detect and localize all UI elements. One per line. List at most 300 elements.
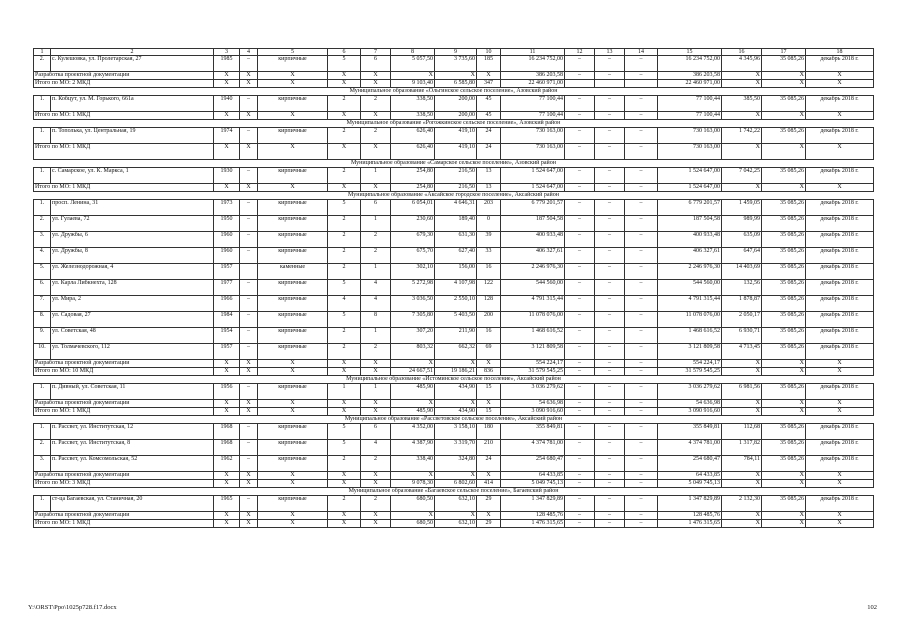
table-cell: Х <box>806 368 874 376</box>
table-cell: 4 374 781,00 <box>501 440 565 456</box>
table-cell: Х <box>762 520 806 528</box>
table-cell: Х <box>214 112 240 120</box>
table-row <box>34 128 874 144</box>
table-cell: Х <box>361 112 391 120</box>
table-cell: Х <box>762 80 806 88</box>
table-cell: декабрь 2018 г. <box>806 264 874 280</box>
table-cell: – <box>565 144 595 160</box>
table-cell: 35 085,26 <box>762 496 806 512</box>
table-cell: 1 476 315,65 <box>658 520 722 528</box>
summary-label: Разработка проектной документации <box>34 472 214 480</box>
table-cell: 4 107,98 <box>435 280 477 296</box>
table-cell: п. Дивный, ул. Советская, 11 <box>51 384 214 400</box>
table-cell: 662,32 <box>435 344 477 360</box>
table-cell: – <box>565 520 595 528</box>
table-cell: 1. <box>34 424 51 440</box>
column-number: 13 <box>595 49 625 56</box>
table-cell: 2 <box>361 96 391 112</box>
table-cell: Х <box>328 144 361 160</box>
table-cell: 35 085,26 <box>762 344 806 360</box>
table-cell: 730 163,00 <box>501 128 565 144</box>
table-cell: – <box>625 384 658 400</box>
table-cell: 338,40 <box>391 456 435 472</box>
table-cell: ул. Дружбы, 6 <box>51 232 214 248</box>
table-cell: 216,50 <box>435 168 477 184</box>
table-cell: Х <box>391 400 435 408</box>
table-cell: – <box>625 280 658 296</box>
table-cell: Х <box>240 184 258 192</box>
table-cell: Х <box>477 472 501 480</box>
table-cell: Х <box>435 360 477 368</box>
table-row <box>34 384 874 400</box>
table-cell: кирпичные <box>258 344 328 360</box>
table-cell: 1968 <box>214 424 240 440</box>
table-cell: 35 085,26 <box>762 232 806 248</box>
summary-label: Итого по МО: 1 МКД <box>34 184 214 192</box>
table-cell: Х <box>806 520 874 528</box>
table-cell: Х <box>328 472 361 480</box>
table-cell: 1977 <box>214 280 240 296</box>
table-cell: – <box>595 400 625 408</box>
table-cell: декабрь 2018 г. <box>806 248 874 264</box>
table-cell: 627,40 <box>435 248 477 264</box>
table-cell: 6 <box>361 200 391 216</box>
table-cell: кирпичные <box>258 312 328 328</box>
table-cell: 9 103,40 <box>391 80 435 88</box>
table-cell: 16 <box>477 264 501 280</box>
table-cell: – <box>240 344 258 360</box>
summary-label: Итого по МО: 1 МКД <box>34 112 214 120</box>
table-cell: кирпичные <box>258 328 328 344</box>
table-cell <box>565 80 595 88</box>
municipality-heading-row <box>34 120 874 128</box>
table-cell: 11 078 076,00 <box>658 312 722 328</box>
table-cell: кирпичные <box>258 384 328 400</box>
table-cell: 200,00 <box>435 112 477 120</box>
table-cell: 1 <box>361 328 391 344</box>
table-cell: ст-ца Багаевская, ул. Станичная, 20 <box>51 496 214 512</box>
table-cell: 1 459,05 <box>722 200 762 216</box>
table-cell: – <box>240 128 258 144</box>
table-cell: 13 <box>477 184 501 192</box>
table-cell: 3. <box>34 232 51 248</box>
table-cell: 414 <box>477 480 501 488</box>
table-cell: 11 078 076,00 <box>501 312 565 328</box>
table-cell: 635,09 <box>722 232 762 248</box>
table-cell: 3 090 916,60 <box>658 408 722 416</box>
table-cell: 64 433,85 <box>658 472 722 480</box>
table-cell: Х <box>361 144 391 160</box>
table-cell: 77 100,44 <box>501 96 565 112</box>
table-cell: 3 036 279,62 <box>658 384 722 400</box>
table-cell: 64 433,85 <box>501 472 565 480</box>
table-cell: 35 085,26 <box>762 384 806 400</box>
table-cell: Х <box>806 184 874 192</box>
table-cell: Х <box>240 368 258 376</box>
table-cell: кирпичные <box>258 168 328 184</box>
table-cell: Х <box>214 408 240 416</box>
table-cell: п. Рассвет, ул. Институтская, 8 <box>51 440 214 456</box>
table-cell: 338,50 <box>391 112 435 120</box>
table-cell: – <box>595 280 625 296</box>
table-cell: – <box>565 480 595 488</box>
table-cell: 54 636,98 <box>658 400 722 408</box>
table-cell: 1966 <box>214 296 240 312</box>
table-cell: 1 476 315,65 <box>501 520 565 528</box>
table-cell: – <box>595 360 625 368</box>
table-cell: 35 085,26 <box>762 456 806 472</box>
table-cell: – <box>565 472 595 480</box>
table-cell: 485,90 <box>391 408 435 416</box>
column-number: 16 <box>722 49 762 56</box>
table-cell: 730 163,00 <box>658 144 722 160</box>
table-cell: – <box>625 184 658 192</box>
summary-label: Разработка проектной документации <box>34 400 214 408</box>
table-cell: 4 <box>361 440 391 456</box>
summary-row <box>34 512 874 520</box>
table-cell: 338,50 <box>391 96 435 112</box>
table-cell: – <box>625 360 658 368</box>
table-cell: Х <box>361 360 391 368</box>
table-cell: – <box>595 408 625 416</box>
table-cell: 1 347 829,89 <box>501 496 565 512</box>
table-cell: Х <box>806 72 874 80</box>
table-cell: 679,30 <box>391 232 435 248</box>
table-cell: – <box>240 456 258 472</box>
table-cell: кирпичные <box>258 200 328 216</box>
municipality-heading: Муниципальное образование «Истоминское сельское поселение», Аксайский район <box>34 376 874 384</box>
table-cell: кирпичные <box>258 96 328 112</box>
table-cell: Х <box>806 512 874 520</box>
table-cell: 5 403,50 <box>435 312 477 328</box>
table-cell: 3 735,60 <box>435 56 477 72</box>
table-cell <box>240 264 258 280</box>
table-cell: – <box>240 440 258 456</box>
table-cell: Х <box>240 400 258 408</box>
table-cell: Х <box>361 520 391 528</box>
table-cell: 22 460 971,00 <box>658 80 722 88</box>
table-cell: просп. Ленина, 31 <box>51 200 214 216</box>
table-cell: – <box>625 344 658 360</box>
table-cell: 544 560,00 <box>501 280 565 296</box>
table-cell: – <box>595 440 625 456</box>
table-cell: 180 <box>477 424 501 440</box>
table-cell: 69 <box>477 344 501 360</box>
table-cell: 2 <box>328 264 361 280</box>
table-cell: Х <box>258 360 328 368</box>
table-cell: 2 <box>361 128 391 144</box>
table-cell: 211,90 <box>435 328 477 344</box>
table-cell: 1968 <box>214 440 240 456</box>
table-cell: 386 203,58 <box>658 72 722 80</box>
table-cell: Х <box>762 360 806 368</box>
table-cell: ул. Карла Либкнехта, 128 <box>51 280 214 296</box>
table-cell: Х <box>722 408 762 416</box>
summary-label: Итого по МО: 3 МКД <box>34 480 214 488</box>
table-cell: – <box>595 480 625 488</box>
table-cell: – <box>595 296 625 312</box>
table-cell: – <box>240 280 258 296</box>
table-cell: ул. Толмачевского, 112 <box>51 344 214 360</box>
table-cell: 1957 <box>214 264 240 280</box>
table-cell: 6 779 201,57 <box>501 200 565 216</box>
table-cell: Х <box>258 112 328 120</box>
table-cell: 2 550,10 <box>435 296 477 312</box>
table-cell: – <box>625 400 658 408</box>
table-cell: Х <box>258 480 328 488</box>
table-cell: с. Кулешовка, ул. Пролетарская, 27 <box>51 56 214 72</box>
table-row <box>34 328 874 344</box>
table-cell: 128 485,76 <box>658 512 722 520</box>
table-cell: – <box>595 112 625 120</box>
table-cell: 434,90 <box>435 384 477 400</box>
table-cell: декабрь 2018 г. <box>806 496 874 512</box>
table-cell: декабрь 2018 г. <box>806 328 874 344</box>
table-cell: Х <box>258 400 328 408</box>
table-cell: – <box>595 520 625 528</box>
table-cell: – <box>595 232 625 248</box>
municipality-heading-row <box>34 376 874 384</box>
table-row <box>34 248 874 264</box>
table-cell: Х <box>328 512 361 520</box>
table-cell: Х <box>806 400 874 408</box>
table-cell: 156,00 <box>435 264 477 280</box>
table-cell: 2 <box>328 96 361 112</box>
table-cell: 3 121 809,58 <box>658 344 722 360</box>
table-cell: Х <box>391 512 435 520</box>
table-cell: – <box>595 264 625 280</box>
table-cell: 1940 <box>214 96 240 112</box>
table-cell: – <box>240 232 258 248</box>
summary-row <box>34 520 874 528</box>
table-cell: 307,20 <box>391 328 435 344</box>
table-cell: ул. Гулаева, 72 <box>51 216 214 232</box>
table-cell: – <box>565 168 595 184</box>
table-cell: Х <box>361 408 391 416</box>
table-cell: 187 504,58 <box>501 216 565 232</box>
table-cell: 1 <box>361 384 391 400</box>
municipality-heading-row <box>34 160 874 168</box>
table-cell: 2 <box>361 496 391 512</box>
table-cell: 989,99 <box>722 216 762 232</box>
table-cell: 6 930,71 <box>722 328 762 344</box>
table-cell: 6 779 201,57 <box>658 200 722 216</box>
table-cell: Х <box>328 400 361 408</box>
table-cell: – <box>625 56 658 72</box>
table-cell: 632,10 <box>435 496 477 512</box>
table-cell: Х <box>328 184 361 192</box>
table-cell: 5 <box>328 200 361 216</box>
table-row <box>34 344 874 360</box>
table-cell: – <box>625 296 658 312</box>
table-cell: 4 <box>361 280 391 296</box>
table-cell: 132,56 <box>722 280 762 296</box>
table-cell <box>595 80 625 88</box>
municipality-heading-row <box>34 88 874 96</box>
table-cell: – <box>565 264 595 280</box>
table-cell: Х <box>328 408 361 416</box>
table-cell: Х <box>762 184 806 192</box>
table-cell: 254,80 <box>391 168 435 184</box>
table-cell: декабрь 2018 г. <box>806 168 874 184</box>
table-cell: Х <box>722 472 762 480</box>
table-row <box>34 200 874 216</box>
table-cell: – <box>625 408 658 416</box>
table-cell: Х <box>328 480 361 488</box>
table-cell: 35 085,26 <box>762 96 806 112</box>
table-cell: 6 <box>361 424 391 440</box>
summary-row <box>34 184 874 192</box>
column-number: 7 <box>361 49 391 56</box>
table-cell: 1956 <box>214 384 240 400</box>
table-cell: Х <box>722 480 762 488</box>
table-row <box>34 56 874 72</box>
table-cell: – <box>595 312 625 328</box>
table-cell: – <box>565 280 595 296</box>
table-cell: 1985 <box>214 56 240 72</box>
table-cell: 10. <box>34 344 51 360</box>
table-cell: 2 <box>328 248 361 264</box>
table-row <box>34 312 874 328</box>
table-cell: 626,40 <box>391 128 435 144</box>
table-cell: кирпичные <box>258 296 328 312</box>
table-cell: – <box>565 424 595 440</box>
table-cell: – <box>565 296 595 312</box>
column-number: 4 <box>240 49 258 56</box>
table-cell: – <box>625 96 658 112</box>
table-cell: Х <box>258 72 328 80</box>
table-cell: 203 <box>477 200 501 216</box>
table-cell: 24 <box>477 128 501 144</box>
table-cell: декабрь 2018 г. <box>806 56 874 72</box>
table-cell: 1 317,82 <box>722 440 762 456</box>
table-cell: декабрь 2018 г. <box>806 296 874 312</box>
column-number: 12 <box>565 49 595 56</box>
table-cell: 554 224,17 <box>658 360 722 368</box>
table-cell: 680,50 <box>391 520 435 528</box>
table-cell: 6 802,60 <box>435 480 477 488</box>
municipality-heading: Муниципальное образование «Самарское сельское поселение», Азовский район <box>34 160 874 168</box>
table-cell: – <box>625 248 658 264</box>
table-cell: 3 036,50 <box>391 296 435 312</box>
table-cell: 24 <box>477 144 501 160</box>
table-cell: 2 <box>328 456 361 472</box>
table-cell: – <box>240 296 258 312</box>
table-cell: 35 085,26 <box>762 312 806 328</box>
table-cell: 2 <box>361 344 391 360</box>
table-cell: 1974 <box>214 128 240 144</box>
table-cell: – <box>565 72 595 80</box>
table-cell: 1965 <box>214 496 240 512</box>
table-cell: 2 <box>328 328 361 344</box>
table-cell: 45 <box>477 112 501 120</box>
table-cell: 185 <box>477 56 501 72</box>
table-cell: 1. <box>34 200 51 216</box>
table-cell: Х <box>361 512 391 520</box>
table-cell: с. Самарское, ул. К. Маркса, 1 <box>51 168 214 184</box>
table-cell: 16 234 752,00 <box>658 56 722 72</box>
table-cell: – <box>565 312 595 328</box>
table-cell: 2 <box>328 344 361 360</box>
table-cell: 24 <box>477 456 501 472</box>
table-cell: – <box>595 424 625 440</box>
municipality-heading: Муниципальное образование «Аксайское городское поселение», Аксайский район <box>34 192 874 200</box>
table-cell: – <box>565 232 595 248</box>
table-cell: – <box>595 472 625 480</box>
table-cell: Х <box>214 512 240 520</box>
table-cell: Х <box>328 520 361 528</box>
table-cell: 385,50 <box>722 96 762 112</box>
table-row <box>34 216 874 232</box>
table-cell: Х <box>361 472 391 480</box>
table-cell: Х <box>722 368 762 376</box>
table-cell: 5 049 745,13 <box>658 480 722 488</box>
table-cell: 35 085,26 <box>762 128 806 144</box>
document-page <box>33 48 873 528</box>
table-cell: – <box>625 440 658 456</box>
table-cell: – <box>595 144 625 160</box>
table-cell: 1 <box>328 384 361 400</box>
table-cell: – <box>625 496 658 512</box>
column-number-row <box>34 49 874 56</box>
column-number: 10 <box>477 49 501 56</box>
table-cell: – <box>565 360 595 368</box>
table-cell: 35 085,26 <box>762 296 806 312</box>
table-cell: 187 504,58 <box>658 216 722 232</box>
table-cell: 485,90 <box>391 384 435 400</box>
table-cell: – <box>565 408 595 416</box>
table-cell: 15 <box>477 408 501 416</box>
summary-label: Разработка проектной документации <box>34 512 214 520</box>
table-cell: Х <box>435 400 477 408</box>
table-cell: – <box>240 96 258 112</box>
table-cell: 4 791 315,44 <box>501 296 565 312</box>
table-cell: – <box>595 368 625 376</box>
table-cell: – <box>565 456 595 472</box>
table-cell: Х <box>762 472 806 480</box>
table-cell: 77 100,44 <box>658 96 722 112</box>
table-cell: – <box>625 232 658 248</box>
table-cell: 29 <box>477 520 501 528</box>
table-cell: 2 132,30 <box>722 496 762 512</box>
table-cell: 4. <box>34 248 51 264</box>
table-cell: Х <box>240 72 258 80</box>
table-cell: 2 246 976,30 <box>658 264 722 280</box>
column-number: 1 <box>34 49 51 56</box>
table-cell: Х <box>240 408 258 416</box>
table-cell: – <box>240 328 258 344</box>
table-cell: – <box>625 480 658 488</box>
table-cell: Х <box>214 480 240 488</box>
table-cell: – <box>595 200 625 216</box>
table-cell: Х <box>361 400 391 408</box>
table-cell: – <box>565 112 595 120</box>
table-cell: Х <box>258 368 328 376</box>
table-cell: Х <box>214 144 240 160</box>
table-cell: 54 636,98 <box>501 400 565 408</box>
table-cell: 355 849,81 <box>658 424 722 440</box>
table-cell: 1. <box>34 96 51 112</box>
table-cell: 128 <box>477 296 501 312</box>
column-number: 17 <box>762 49 806 56</box>
table-cell: 3 121 809,58 <box>501 344 565 360</box>
municipality-heading: Муниципальное образование «Ольгинское сельское поселение», Азовский район <box>34 88 874 96</box>
table-cell: декабрь 2018 г. <box>806 216 874 232</box>
table-cell: декабрь 2018 г. <box>806 344 874 360</box>
table-cell: 4 <box>328 296 361 312</box>
table-cell: Х <box>762 112 806 120</box>
table-cell: 386 203,58 <box>501 72 565 80</box>
